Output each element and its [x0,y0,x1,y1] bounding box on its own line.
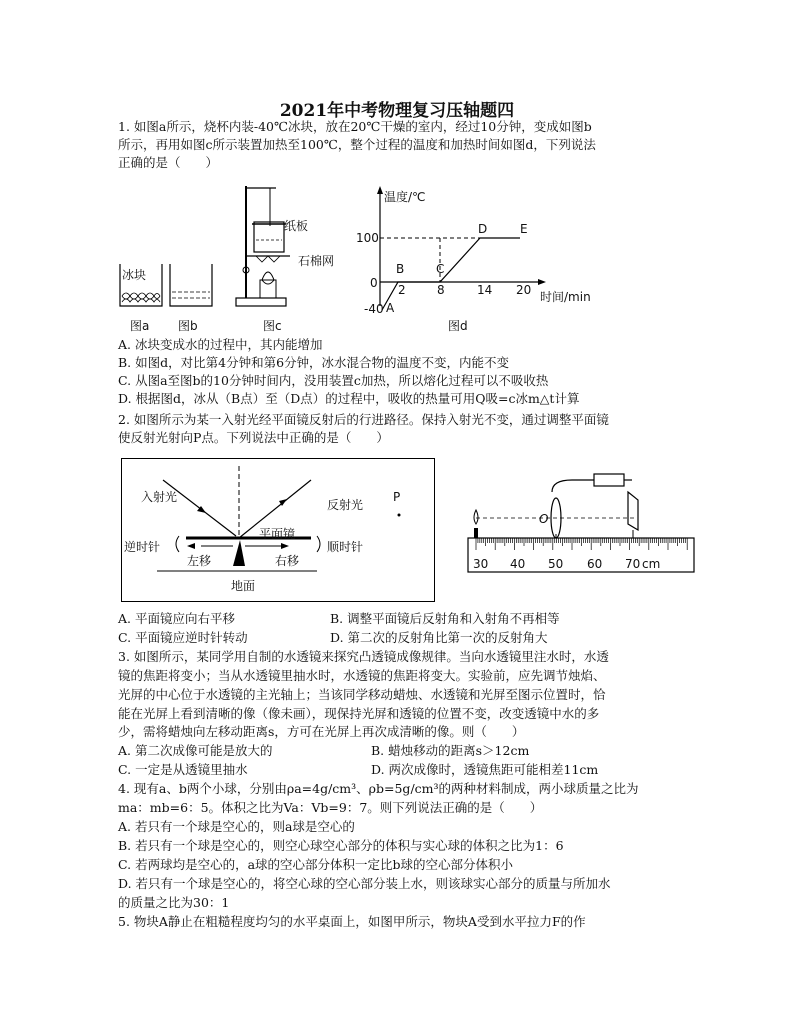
q1-stem-line1: 1. 如图a所示，烧杯内装-40℃冰块，放在20℃干燥的室内，经过10分钟，变成如图b [118,119,592,134]
mirror-label: 平面镜 [259,527,296,541]
q5-stem-line1: 5. 物块A静止在粗糙程度均匀的水平桌面上，如图甲所示，物块A受到水平拉力F的作 [118,914,586,929]
graph-tick-14: 14 [477,283,493,297]
ruler-unit: cm [642,557,661,571]
fig-c-caption: 图c [263,319,282,333]
ground-label: 地面 [231,579,256,593]
q2-option-b: B. 调整平面镜后反射角和入射角不再相等 [330,611,560,626]
fig-d-caption: 图d [448,319,468,333]
q4-option-c: C. 若两球均是空心的，a球的空心部分体积一定比b球的空心部分体积小 [118,857,514,872]
point-p-label: P [393,490,401,504]
q3-option-a: A. 第二次成像可能是放大的 [118,743,273,758]
graph-point-D: D [478,222,488,236]
ruler-tick-60: 60 [587,557,603,571]
q4-option-d-cont: 的质量之比为30：1 [118,895,230,910]
q2-stem-line2: 使反射光射向P点。下列说法中正确的是（ ） [118,430,389,445]
fig-a-caption: 图a [130,319,150,333]
graph-tick-100: 100 [356,231,379,245]
graph-tick-8: 8 [437,283,445,297]
q2-option-d: D. 第二次的反射角比第一次的反射角大 [330,630,548,645]
graph-point-A: A [386,301,395,315]
q1-option-a: A. 冰块变成水的过程中，其内能增加 [118,337,323,352]
q3-stem-line1: 3. 如图所示，某同学用自制的水透镜来探究凸透镜成像规律。当向水透镜里注水时，水透 [118,649,609,664]
graph-tick-2: 2 [398,283,406,297]
q4-option-b: B. 若只有一个球是空心的，则空心球空心部分的体积与实心球的体积之比为1：6 [118,838,564,853]
graph-tick-neg40: -40 [364,302,384,316]
ruler-tick-30: 30 [473,557,489,571]
optical-bench-figure [466,470,696,580]
figure-b-beaker [168,262,218,312]
q1-stem-line3: 正确的是（ ） [118,155,219,170]
graph-ylabel: 温度/℃ [384,190,426,204]
q4-option-d: D. 若只有一个球是空心的，将空心球的空心部分装上水，则该球实心部分的质量与所加水 [118,876,611,891]
q4-stem-line2: ma：mb=6：5。体积之比为Va：Vb=9：7。则下列说法正确的是（ ） [118,800,543,815]
move-right-label: 右移 [275,554,300,568]
move-left-label: 左移 [187,554,212,568]
q3-stem-line5: 少，需将蜡烛向左移动距离s，方可在光屏上再次成清晰的像。则（ ） [118,724,525,739]
q3-option-b: B. 蜡烛移动的距离s＞12cm [371,743,530,758]
ruler-tick-70: 70 [625,557,641,571]
q2-option-a: A. 平面镜应向右平移 [118,611,235,626]
cw-label: 顺时针 [327,540,364,554]
reflected-ray-label: 反射光 [327,498,364,512]
graph-tick-0: 0 [370,276,378,290]
graph-tick-20: 20 [516,283,532,297]
q1-stem-line2: 所示，再用如图c所示装置加热至100℃，整个过程的温度和加热时间如图d，下列说法 [118,137,596,152]
q3-stem-line2: 镜的焦距将变小；当从水透镜里抽水时，水透镜的焦距将变大。实验前，应先调节烛焰、 [118,668,606,683]
fig-b-caption: 图b [178,319,198,333]
graph-xlabel: 时间/min [540,290,591,304]
figure-c-apparatus [232,180,312,310]
q4-stem-line1: 4. 现有a、b两个小球，分别由ρa=4g/cm³、ρb=5g/cm³的两种材料制成，两小球质量之比为 [118,781,639,796]
q3-option-c: C. 一定是从透镜里抽水 [118,762,248,777]
ruler-tick-50: 50 [548,557,564,571]
ice-label: 冰块 [122,268,147,282]
incident-ray-label: 入射光 [141,490,178,504]
graph-point-B: B [396,262,405,276]
q2-option-c: C. 平面镜应逆时针转动 [118,630,248,645]
q1-option-c: C. 从图a至图b的10分钟时间内，没用装置c加热，所以熔化过程可以不吸收热 [118,373,549,388]
q3-stem-line3: 光屏的中心位于水透镜的主光轴上；当该同学移动蜡烛、水透镜和光屏至图示位置时，恰 [118,687,606,702]
graph-point-C: C [436,262,445,276]
q1-option-b: B. 如图d，对比第4分钟和第6分钟，冰水混合物的温度不变，内能不变 [118,355,510,370]
gauze-label: 石棉网 [298,254,335,268]
ccw-label: 逆时针 [124,540,161,554]
q4-option-a: A. 若只有一个球是空心的，则a球是空心的 [118,819,355,834]
q1-option-d: D. 根据图d，冰从（B点）至（D点）的过程中，吸收的热量可用Q吸=c冰m△t计算 [118,391,580,406]
lens-center-label: O [539,512,549,526]
page-title: 2021年中考物理复习压轴题四 [279,101,515,121]
graph-point-E: E [520,222,528,236]
ruler-tick-40: 40 [510,557,526,571]
q3-option-d: D. 两次成像时，透镜焦距可能相差11cm [371,762,599,777]
q3-stem-line4: 能在光屏上看到清晰的像（像未画），现保持光屏和透镜的位置不变，改变透镜中水的多 [118,706,600,721]
paper-board-label: 纸板 [284,219,309,233]
q2-stem-line1: 2. 如图所示为某一入射光经平面镜反射后的行进路径。保持入射光不变，通过调整平面镜 [118,412,609,427]
